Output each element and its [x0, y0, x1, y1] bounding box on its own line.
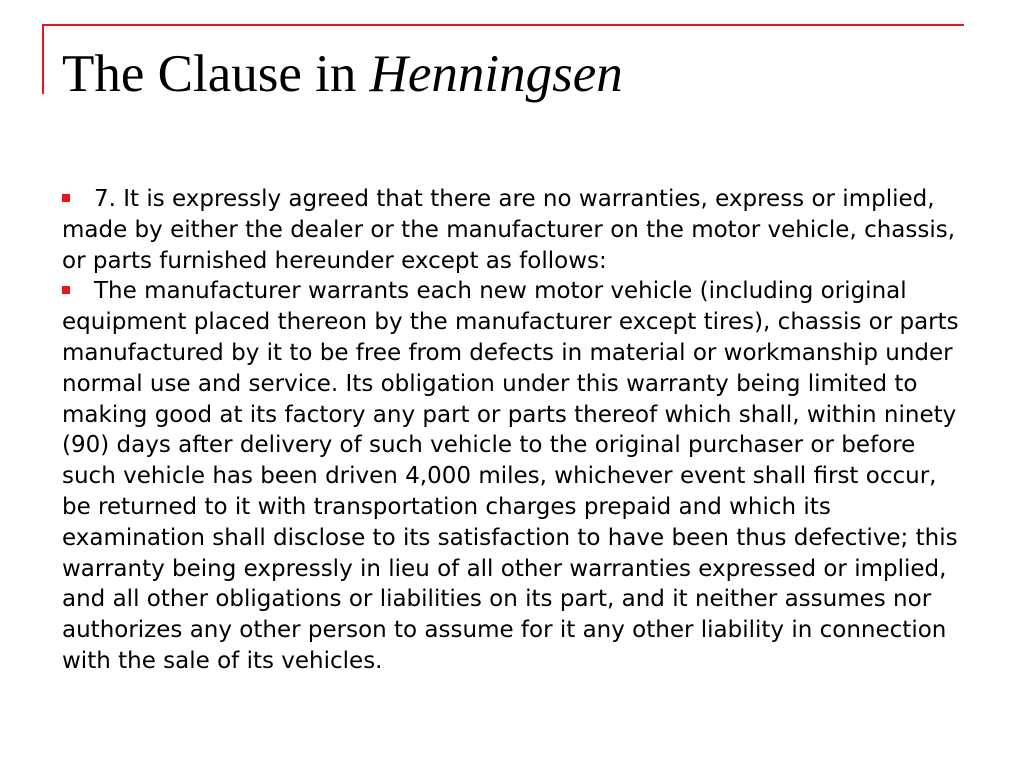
- title-main: The Clause in: [62, 45, 370, 103]
- title-case-name: Henningsen: [369, 45, 623, 103]
- slide-title: [62, 38, 623, 110]
- bullet-item: [62, 276, 972, 676]
- slide-body: [62, 184, 972, 677]
- bullet-text: 7. It is expressly agreed that there are no warranties, express or implied, made by either the dealer or the manufacturer on the motor vehicle, chassis, or parts furnished hereunder except as follows:: [62, 186, 956, 274]
- square-bullet-icon: [62, 194, 70, 202]
- square-bullet-icon: [62, 286, 70, 294]
- bullet-item: [62, 184, 972, 276]
- accent-line-top: [42, 24, 964, 26]
- accent-line-left: [42, 24, 44, 94]
- bullet-text: The manufacturer warrants each new motor vehicle (including original equipment placed thereon by the manufacturer except tires), chassis or parts manufactured by it to be free from defects in material or workmanship under normal use and service. Its obligation under this warranty being limited to making good at its factory any part or parts thereof which shall, within ninety (90) days after delivery of such vehicle to the original purchaser or before such vehicle has been driven 4,000 miles, whichever event shall first occur, be returned to it with transportation charges prepaid and which its examination shall disclose to its satisfaction to have been thus defective; this warranty being expressly in lieu of all other warranties expressed or implied, and all other obligations or liabilities on its part, and it neither assumes nor authorizes any other person to assume for it any other liability in connection with the sale of its vehicles.: [62, 278, 959, 674]
